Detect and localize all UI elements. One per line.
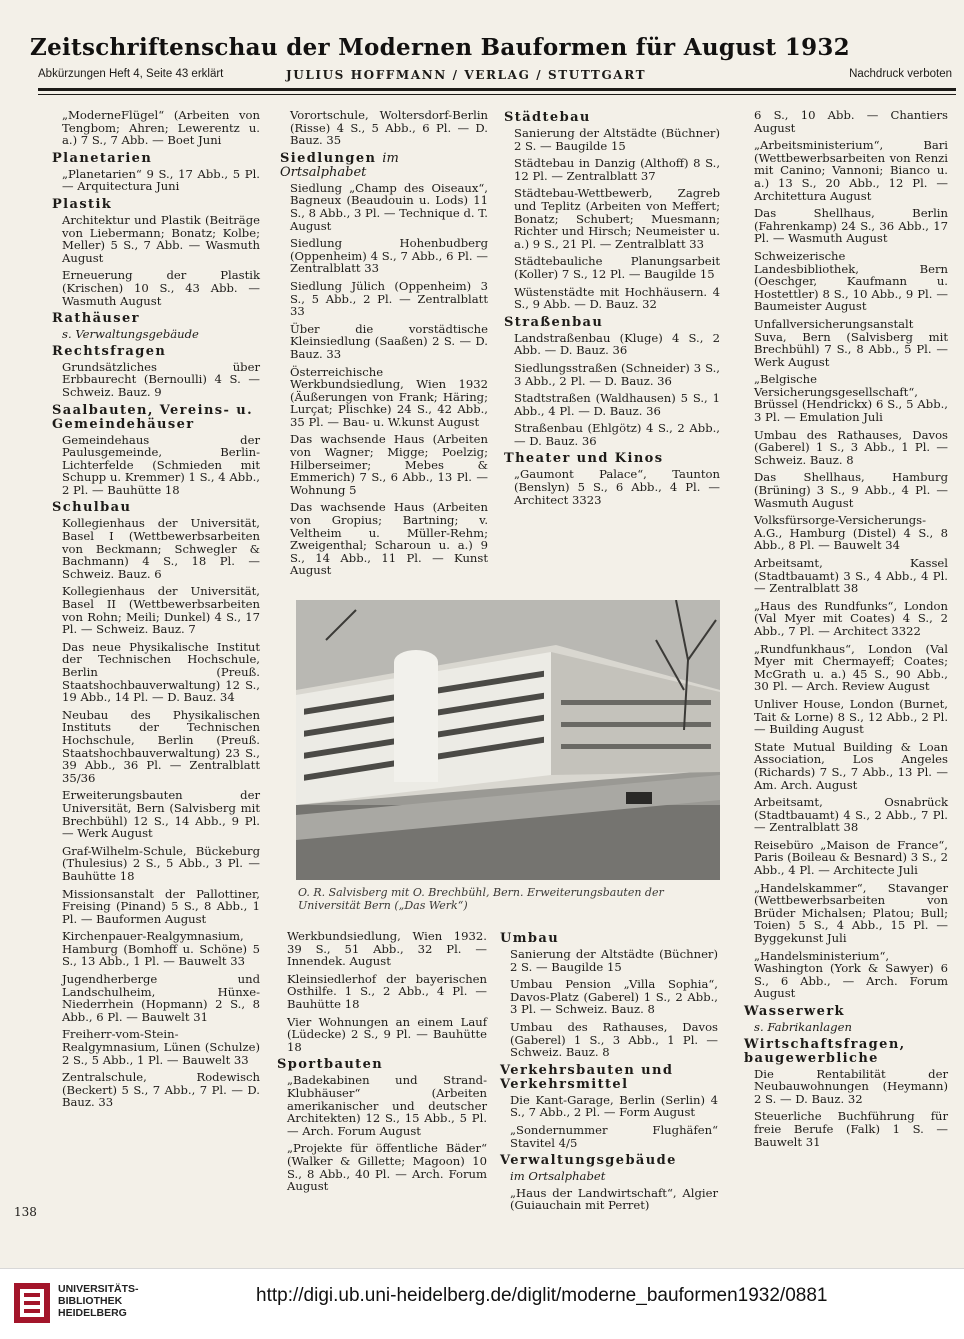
library-name xyxy=(58,1283,139,1319)
bibliography-entry: Arbeitsamt, Osnabrück (Stadtbauamt) 4 S., 2 Abb., 7 Pl. — Zentralblatt 38 xyxy=(754,795,948,835)
bibliography-entry: Arbeitsamt, Kassel (Stadtbauamt) 3 S., 4 Abb., 4 Pl. — Zentralblatt 38 xyxy=(754,556,948,596)
header-rule-thin xyxy=(38,94,956,95)
bibliography-entry: „Sondernummer Flughäfen“ Stavitel 4/5 xyxy=(510,1122,718,1150)
building-photo-illustration xyxy=(296,600,720,880)
library-line: UNIVERSITÄTS- xyxy=(58,1283,139,1295)
bibliography-entry: Erneuerung der Plastik (Krischen) 10 S., 43 Abb. — Wasmuth August xyxy=(62,268,260,308)
bibliography-entry: Vorortschule, Woltersdorf-Berlin (Risse) 4 S., 5 Abb., 6 Pl. — D. Bauz. 35 xyxy=(290,108,488,148)
bibliography-entry: Steuerliche Buchführung für freie Berufe (Falk) 1 S. — Bauwelt 31 xyxy=(754,1109,948,1149)
library-footer xyxy=(0,1268,964,1339)
bibliography-entry: Siedlung Hohenbudberg (Oppenheim) 4 S., 7 Abb., 6 Pl. — Zentralblatt 33 xyxy=(290,236,488,276)
bibliography-entry: Unfallversicherungsanstalt Suva, Bern (Salvisberg mit Brechbühl) 7 S., 8 Abb., 5 Pl. — Werk August xyxy=(754,316,948,369)
bibliography-entry: Siedlungsstraßen (Schneider) 3 S., 3 Abb., 2 Pl. — D. Bauz. 36 xyxy=(514,360,720,388)
section-heading xyxy=(52,501,260,515)
column-2-lower xyxy=(277,929,487,1198)
section-heading xyxy=(52,152,260,166)
bibliography-entry: Erweiterungsbauten der Universität, Bern (Salvisberg mit Brechbühl) 12 S., 14 Abb., 9 Pl. — Werk August xyxy=(62,788,260,841)
bibliography-entry: Werkbundsiedlung, Wien 1932. 39 S., 51 Abb., 32 Pl. — Innendek. August xyxy=(287,929,487,969)
bibliography-entry: Zentralschule, Rodewisch (Beckert) 5 S., 7 Abb., 7 Pl. — D. Bauz. 33 xyxy=(62,1070,260,1110)
bibliography-entry: Über die vorstädtische Kleinsiedlung (Saaßen) 2 S. — D. Bauz. 33 xyxy=(290,321,488,361)
bibliography-entry: Sanierung der Altstädte (Büchner) 2 S. — Baugilde 15 xyxy=(510,947,718,974)
bibliography-entry: Das Shellhaus, Hamburg (Brüning) 3 S., 9 Abb., 4 Pl. — Wasmuth August xyxy=(754,470,948,510)
section-heading xyxy=(280,152,488,180)
section-heading-text: Siedlungen xyxy=(280,150,377,166)
bibliography-entry: Das wachsende Haus (Arbeiten von Gropius; Bartning; v. Veltheim u. Müller-Rehm; Zweigenthal; Scharoun u. a.) 9 S., 14 Abb., 11 Pl. — Kunst August xyxy=(290,500,488,578)
section-heading xyxy=(500,932,718,946)
section-heading-text: Wirtschaftsfragen, baugewerbliche xyxy=(744,1036,906,1066)
bibliography-entry: Grundsätzliches über Erbbaurecht (Bernoulli) 4 S. — Schweiz. Bauz. 9 xyxy=(62,359,260,399)
section-heading-text: Verwaltungsgebäude xyxy=(500,1153,677,1169)
bibliography-entry: Unliver House, London (Burnet, Tait & Lorne) 8 S., 12 Abb., 2 Pl. — Building August xyxy=(754,696,948,737)
library-line: HEIDELBERG xyxy=(58,1307,127,1319)
section-heading-text: Theater und Kinos xyxy=(504,451,664,467)
section-heading xyxy=(504,111,720,125)
bibliography-entry: Siedlung „Champ des Oiseaux“, Bagneux (Beaudouin u. Lods) 11 S., 8 Abb., 3 Pl. — Technique d. T. August xyxy=(290,180,488,233)
section-heading xyxy=(277,1058,487,1072)
bibliography-entry: Freiherr-vom-Stein-Realgymnasium, Lünen (Schulze) 2 S., 5 Abb., 1 Pl. — Bauwelt 33 xyxy=(62,1027,260,1067)
section-heading-text: Sportbauten xyxy=(277,1057,384,1073)
bibliography-entry: „ModerneFlügel“ (Arbeiten von Tengbom; Ahren; Lewerentz u. a.) 7 S., 7 Abb. — Boet Juni xyxy=(62,108,260,148)
section-heading xyxy=(52,404,260,432)
masthead-subline xyxy=(38,68,958,84)
bibliography-entry: Städtebau-Wettbewerb, Zagreb und Teplitz (Arbeiten von Meffert; Bonatz; Schubert; Muesmann; Richter und Hirsch; Neumeister u. a.) 9 S., 21 Pl. — Zentralblatt 33 xyxy=(514,186,720,251)
bibliography-entry: Umbau des Rathauses, Davos (Gaberel) 1 S., 3 Abb., 1 Pl. — Schweiz. Bauz. 8 xyxy=(510,1019,718,1060)
bibliography-entry: Österreichische Werkbundsiedlung, Wien 1932 (Äußerungen von Frank; Häring; Lurçat; Plischke) 24 S., 42 Abb., 35 Pl. — Bau- u. W.kunst August xyxy=(290,364,488,429)
bibliography-entry: Reisebüro „Maison de France“, Paris (Boileau & Besnard) 3 S., 2 Abb., 4 Pl. — Architecte Juli xyxy=(754,837,948,878)
bibliography-entry: Das neue Physikalische Institut der Technischen Hochschule, Berlin (Preuß. Staatshochbauverwaltung) 12 S., 19 Abb., 14 Pl. — D. Bauz. 34 xyxy=(62,639,260,705)
bibliography-entry: Die Rentabilität der Neubauwohnungen (Heymann) 2 S. — D. Bauz. 32 xyxy=(754,1066,948,1106)
column-4 xyxy=(744,108,948,1153)
bibliography-entry: Das wachsende Haus (Arbeiten von Wagner; Migge; Poelzig; Hilberseimer; Mebes & Emmerich) 7 S., 6 Abb., 13 Pl. — Wohnung 5 xyxy=(290,432,488,497)
source-url-link[interactable]: http://digi.ub.uni-heidelberg.de/diglit/moderne_bauformen1932/0881 xyxy=(256,1285,828,1306)
bibliography-entry: „Gaumont Palace“, Taunton (Benslyn) 5 S., 6 Abb., 4 Pl. — Architect 3323 xyxy=(514,467,720,507)
abbreviation-note: Abkürzungen Heft 4, Seite 43 erklärt xyxy=(38,68,224,80)
bibliography-entry: „Handelsministerium“, Washington (York & Sawyer) 6 S., 6 Abb., — Arch. Forum August xyxy=(754,948,948,1001)
header-rule-thick xyxy=(38,88,956,91)
bibliography-entry: „Haus der Landwirtschaft“, Algier (Guiauchain mit Perret) xyxy=(510,1185,718,1213)
section-heading xyxy=(52,345,260,359)
column-2 xyxy=(280,108,488,582)
bibliography-entry: „Handelskammer“, Stavanger (Wettbewerbsarbeiten von Brüder Michalsen; Platou; Bull; Toien) 5 S., 4 Abb., 15 Pl. — Byggekunst Juli xyxy=(754,880,948,946)
bibliography-entry: Volksfürsorge-Versicherungs-A.G., Hamburg (Distel) 4 S., 8 Abb., 8 Pl. — Bauwelt 34 xyxy=(754,513,948,553)
library-line: BIBLIOTHEK xyxy=(58,1295,123,1307)
bibliography-entry: 6 S., 10 Abb. — Chantiers August xyxy=(754,108,948,135)
section-heading-text: Plastik xyxy=(52,196,113,212)
bibliography-entry: Vier Wohnungen an einem Lauf (Lüdecke) 2 S., 9 Pl. — Bauhütte 18 xyxy=(287,1014,487,1054)
reprint-note: Nachdruck verboten xyxy=(849,68,952,80)
section-heading-text: Rathäuser xyxy=(52,311,140,327)
bibliography-entry: Jugendherberge und Landschulheim, Hünxe-Niederrhein (Hopmann) 2 S., 8 Abb., 6 Pl. — Bauwelt 31 xyxy=(62,972,260,1024)
publisher-line: JULIUS HOFFMANN / VERLAG / STUTTGART xyxy=(286,68,647,82)
bibliography-entry: Umbau Pension „Villa Sophia“, Davos-Platz (Gaberel) 1 S., 2 Abb., 3 Pl. — Schweiz. Bauz. 8 xyxy=(510,977,718,1017)
bibliography-entry: Das Shellhaus, Berlin (Fahrenkamp) 24 S., 36 Abb., 17 Pl. — Wasmuth August xyxy=(754,206,948,246)
section-heading xyxy=(52,312,260,326)
bibliography-entry: Schweizerische Landesbibliothek, Bern (Oeschger, Kaufmann u. Hostettler) 8 S., 10 Abb., 9 Pl. — Baumeister August xyxy=(754,248,948,314)
bibliography-entry: Gemeindehaus der Paulusgemeinde, Berlin-Lichterfelde (Schmieden mit Schupp u. Kremmer) 1 S., 4 Abb., 2 Pl. — Bauhütte 18 xyxy=(62,432,260,497)
page-number: 138 xyxy=(14,1205,37,1219)
bibliography-entry: „Badekabinen und Strand-Klubhäuser“ (Arbeiten amerikanischer und deutscher Architekten) 12 S., 15 Abb., 5 Pl. — Arch. Forum August xyxy=(287,1073,487,1138)
section-heading xyxy=(500,1154,718,1168)
section-heading xyxy=(744,1005,948,1019)
section-heading xyxy=(504,316,720,330)
cross-reference: s. Verwaltungsgebäude xyxy=(62,327,199,342)
bibliography-entry: Umbau des Rathauses, Davos (Gaberel) 1 S., 3 Abb., 1 Pl. — Schweiz. Bauz. 8 xyxy=(754,427,948,467)
bibliography-entry: Kleinsiedlerhof der bayerischen Osthilfe. 1 S., 2 Abb., 4 Pl. — Bauhütte 18 xyxy=(287,971,487,1011)
library-logo-icon xyxy=(14,1283,50,1323)
section-heading-text: Saalbauten, Vereins- u. Gemeindehäuser xyxy=(52,402,254,432)
bibliography-entry: „Arbeitsministerium“, Bari (Wettbewerbsarbeiten von Renzi mit Canino; Vannoni; Bianco u. a.) 13 S., 20 Abb., 12 Pl. — Architettura August xyxy=(754,138,948,203)
bibliography-entry: „Projekte für öffentliche Bäder“ (Walker & Gillette; Magoon) 10 S., 8 Abb., 40 Pl. — Arch. Forum August xyxy=(287,1141,487,1194)
bibliography-entry: Landstraßenbau (Kluge) 4 S., 2 Abb. — D. Bauz. 36 xyxy=(514,330,720,358)
bibliography-entry: Städtebau in Danzig (Althoff) 8 S., 12 Pl. — Zentralblatt 37 xyxy=(514,156,720,183)
section-heading-text: Verkehrsbauten und Verkehrsmittel xyxy=(500,1062,674,1092)
section-heading xyxy=(52,198,260,212)
masthead-title: Zeitschriftenschau der Modernen Bauformen für August 1932 xyxy=(30,34,850,61)
section-heading-text: Umbau xyxy=(500,931,560,946)
cross-reference: im Ortsalphabet xyxy=(510,1169,606,1184)
section-heading xyxy=(500,1064,718,1092)
section-heading xyxy=(744,1038,948,1066)
bibliography-entry: Graf-Wilhelm-Schule, Bückeburg (Thulesius) 2 S., 5 Abb., 3 Pl. — Bauhütte 18 xyxy=(62,843,260,883)
bibliography-entry: Straßenbau (Ehlgötz) 4 S., 2 Abb., — D. Bauz. 36 xyxy=(514,421,720,448)
bibliography-entry: Siedlung Jülich (Oppenheim) 3 S., 5 Abb., 2 Pl. — Zentralblatt 33 xyxy=(290,278,488,319)
photo-caption: O. R. Salvisberg mit O. Brechbühl, Bern. Erweiterungsbauten der Universität Bern („Das Werk“) xyxy=(298,886,664,912)
bibliography-entry: „Haus des Rundfunks“, London (Val Myer mit Coates) 4 S., 2 Abb., 7 Pl. — Architect 3322 xyxy=(754,598,948,638)
bibliography-entry: Missionsanstalt der Pallottiner, Freising (Pinand) 5 S., 8 Abb., 1 Pl. — Bauformen August xyxy=(62,886,260,926)
column-1 xyxy=(52,108,260,1114)
section-heading xyxy=(504,452,720,466)
bibliography-entry: Sanierung der Altstädte (Büchner) 2 S. — Baugilde 15 xyxy=(514,126,720,153)
cross-reference: s. Fabrikanlagen xyxy=(754,1020,852,1034)
bibliography-entry: State Mutual Building & Loan Association, Los Angeles (Richards) 7 S., 7 Abb., 13 Pl. — Am. Arch. August xyxy=(754,739,948,792)
bibliography-entry: Architektur und Plastik (Beiträge von Liebermann; Bonatz; Kolbe; Meller) 5 S., 7 Abb. — Wasmuth August xyxy=(62,212,260,265)
section-heading-text: Schulbau xyxy=(52,500,132,516)
bibliography-entry: Die Kant-Garage, Berlin (Serlin) 4 S., 7 Abb., 2 Pl. — Form August xyxy=(510,1092,718,1120)
bibliography-entry: Neubau des Physikalischen Instituts der Technischen Hochschule, Berlin (Preuß. Staatshochbauverwaltung) 23 S., 39 Abb., 36 Pl. — Zentralblatt 35/36 xyxy=(62,707,260,785)
building-photo xyxy=(296,600,720,880)
bibliography-entry: Kirchenpauer-Realgymnasium, Hamburg (Bomhoff u. Schöne) 5 S., 13 Abb., 1 Pl. — Bauwelt 33 xyxy=(62,929,260,969)
column-3-lower xyxy=(500,930,718,1217)
section-heading-text: Städtebau xyxy=(504,110,591,125)
bibliography-entry: Kollegienhaus der Universität, Basel I (Wettbewerbsarbeiten von Beckmann; Schwegler & Bachmann) 4 S., 18 Pl. — Schweiz. Bauz. 6 xyxy=(62,516,260,581)
section-heading-text: Planetarien xyxy=(52,150,153,166)
bibliography-entry: Städtebauliche Planungsarbeit (Koller) 7 S., 12 Pl. — Baugilde 15 xyxy=(514,254,720,281)
bibliography-entry: „Rundfunkhaus“, London (Val Myer mit Chermayeff; Coates; McGrath u. a.) 45 S., 90 Abb., 30 Pl. — Arch. Review August xyxy=(754,641,948,694)
bibliography-entry: „Belgische Versicherungsgesellschaft“, Brüssel (Hendrickx) 6 S., 5 Abb., 3 Pl. — Emulation Juli xyxy=(754,372,948,425)
bibliography-entry: „Planetarien“ 9 S., 17 Abb., 5 Pl. — Arquitectura Juni xyxy=(62,166,260,194)
column-3 xyxy=(504,109,720,511)
section-heading-text: Wasserwerk xyxy=(744,1004,845,1019)
section-heading-text: Straßenbau xyxy=(504,314,604,330)
section-heading-text: Rechtsfragen xyxy=(52,343,167,359)
bibliography-entry: Stadtstraßen (Waldhausen) 5 S., 1 Abb., 4 Pl. — D. Bauz. 36 xyxy=(514,391,720,418)
bibliography-entry: Wüstenstädte mit Hochhäusern. 4 S., 9 Abb. — D. Bauz. 32 xyxy=(514,284,720,312)
bibliography-entry: Kollegienhaus der Universität, Basel II (Wettbewerbsarbeiten von Rohn; Meili; Dunkel) 4 S., 17 Pl. — Schweiz. Bauz. 7 xyxy=(62,584,260,637)
section-subtitle: im Ortsalphabet xyxy=(280,150,399,180)
